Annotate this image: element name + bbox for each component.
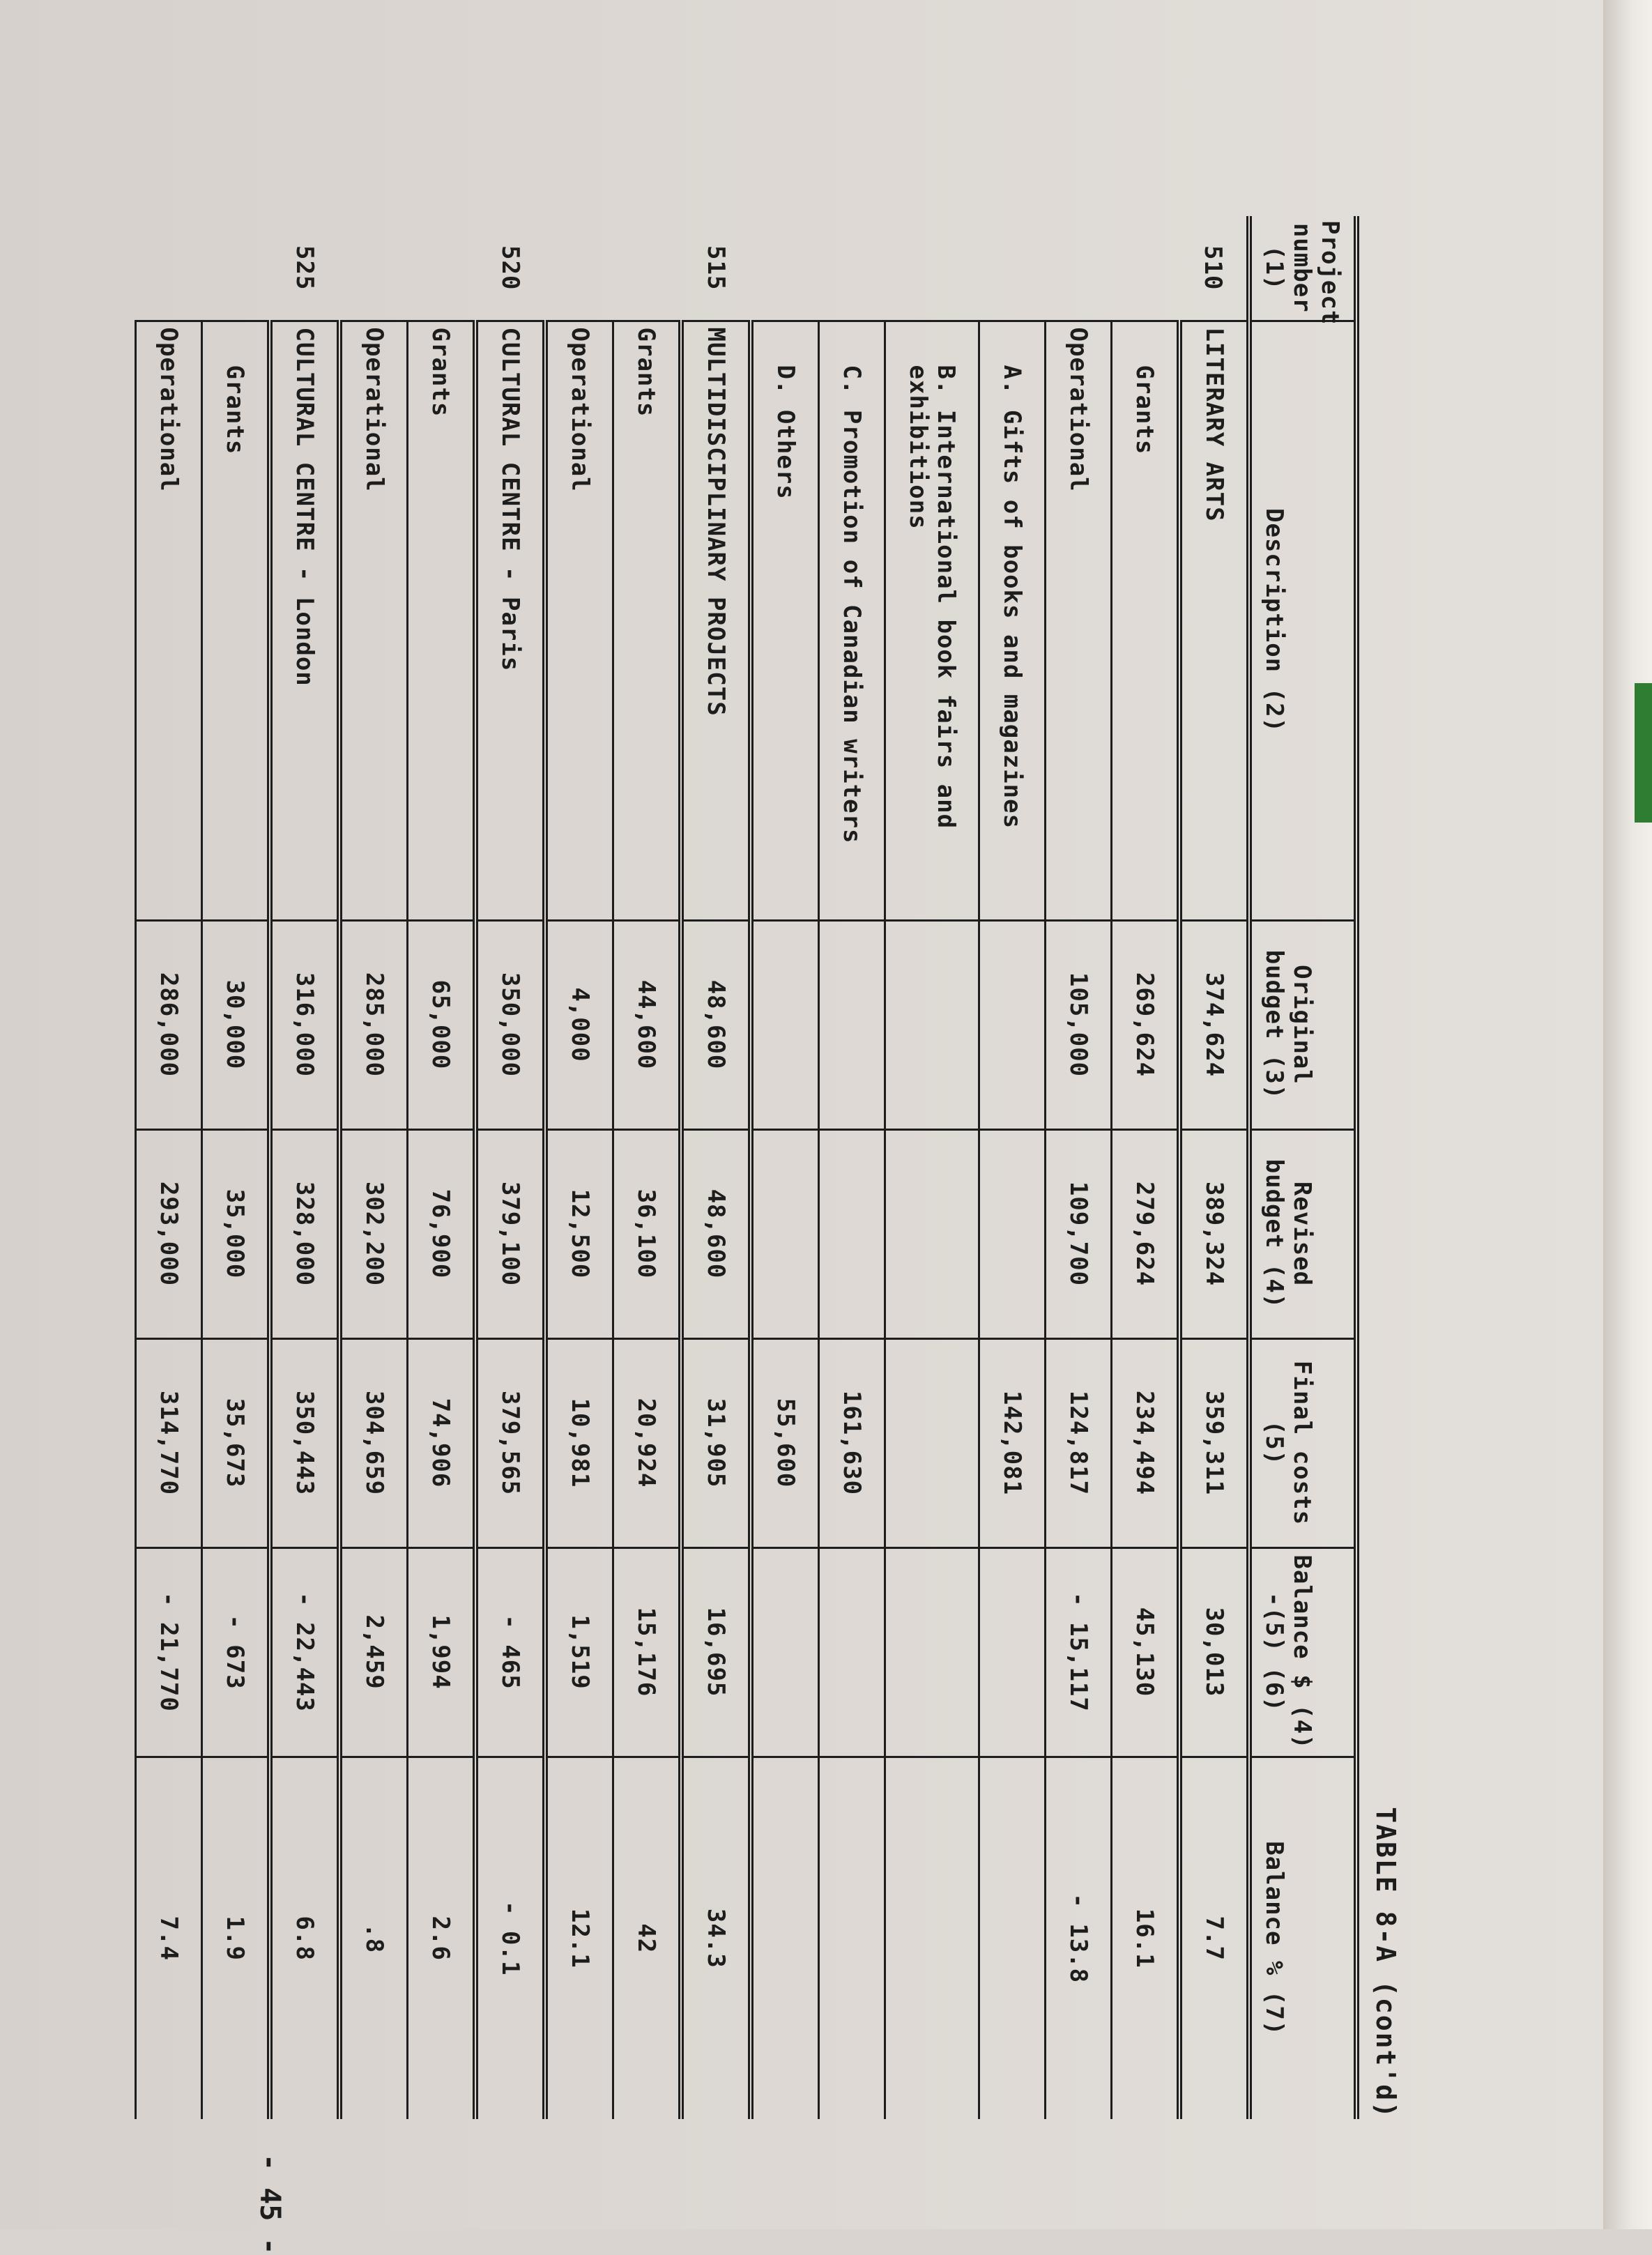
project-number: 520 <box>496 245 524 291</box>
original-budget <box>979 920 1046 1129</box>
balance-percent: - 13.8 <box>1046 1757 1112 2119</box>
project-number <box>339 216 408 321</box>
description: LITERARY ARTS <box>1179 321 1249 920</box>
table-row <box>979 216 1046 2119</box>
table-row <box>1179 216 1249 2119</box>
balance-dollar: - 15,117 <box>1046 1547 1112 1757</box>
project-number <box>885 216 979 321</box>
final-costs: 20,924 <box>613 1338 682 1547</box>
original-budget: 65,000 <box>408 920 476 1129</box>
revised-budget: 328,000 <box>270 1129 339 1338</box>
balance-percent: 7.7 <box>1179 1757 1249 2119</box>
original-budget: 316,000 <box>270 920 339 1129</box>
project-number <box>408 216 476 321</box>
header-revised-budget: Revised budget (4) <box>1249 1129 1356 1338</box>
project-number <box>819 216 885 321</box>
balance-dollar: 30,013 <box>1179 1547 1249 1757</box>
balance-percent <box>751 1757 819 2119</box>
project-number <box>136 216 202 321</box>
revised-budget: 379,100 <box>475 1129 545 1338</box>
balance-percent: 7.4 <box>136 1757 202 2119</box>
balance-percent: .8 <box>339 1757 408 2119</box>
original-budget: 374,624 <box>1179 920 1249 1129</box>
balance-percent: 6.8 <box>270 1757 339 2119</box>
final-costs: 74,906 <box>408 1338 476 1547</box>
header-description: Description (2) <box>1249 321 1356 920</box>
balance-dollar: - 673 <box>202 1547 270 1757</box>
original-budget: 269,624 <box>1112 920 1180 1129</box>
project-number <box>979 216 1046 321</box>
project-number: 510 <box>1199 245 1227 291</box>
final-costs: 304,659 <box>339 1338 408 1547</box>
balance-dollar: - 22,443 <box>270 1547 339 1757</box>
project-number <box>202 216 270 321</box>
table-row <box>1046 216 1112 2119</box>
original-budget: 44,600 <box>613 920 682 1129</box>
original-budget: 30,000 <box>202 920 270 1129</box>
balance-dollar: - 21,770 <box>136 1547 202 1757</box>
budget-table <box>135 216 1359 2119</box>
description: A. Gifts of books and magazines <box>979 321 1046 920</box>
final-costs: 234,494 <box>1112 1338 1180 1547</box>
final-costs: 161,630 <box>819 1338 885 1547</box>
description: Operational <box>339 321 408 920</box>
header-row <box>1249 216 1356 2119</box>
table-row <box>408 216 476 2119</box>
balance-dollar <box>751 1547 819 1757</box>
table-row <box>545 216 613 2119</box>
balance-percent <box>979 1757 1046 2119</box>
revised-budget <box>885 1129 979 1338</box>
balance-dollar: 45,130 <box>1112 1547 1180 1757</box>
final-costs: 350,443 <box>270 1338 339 1547</box>
original-budget <box>751 920 819 1129</box>
balance-dollar: 1,519 <box>545 1547 613 1757</box>
project-number <box>545 216 613 321</box>
balance-dollar: 2,459 <box>339 1547 408 1757</box>
table-title: TABLE 8-A (cont'd) <box>1370 1807 1401 2119</box>
revised-budget <box>979 1129 1046 1338</box>
balance-percent: 42 <box>613 1757 682 2119</box>
original-budget: 286,000 <box>136 920 202 1129</box>
balance-percent: - 0.1 <box>475 1757 545 2119</box>
original-budget: 4,000 <box>545 920 613 1129</box>
page-number: - 45 - <box>254 2154 286 2255</box>
original-budget: 350,000 <box>475 920 545 1129</box>
description: D. Others <box>751 321 819 920</box>
balance-dollar <box>819 1547 885 1757</box>
revised-budget: 35,000 <box>202 1129 270 1338</box>
revised-budget <box>819 1129 885 1338</box>
header-original-budget: Original budget (3) <box>1249 920 1356 1129</box>
description: Operational <box>545 321 613 920</box>
balance-dollar <box>979 1547 1046 1757</box>
description: Operational <box>136 321 202 920</box>
original-budget <box>885 920 979 1129</box>
green-tab-marker <box>1635 683 1652 823</box>
table-row <box>613 216 682 2119</box>
balance-dollar <box>885 1547 979 1757</box>
revised-budget <box>751 1129 819 1338</box>
balance-dollar: - 465 <box>475 1547 545 1757</box>
final-costs: 31,905 <box>681 1338 751 1547</box>
description: B. International book fairs and exhibitions <box>885 321 979 920</box>
table-row <box>202 216 270 2119</box>
table-row <box>339 216 408 2119</box>
balance-dollar: 16,695 <box>681 1547 751 1757</box>
header-balance-dollar: Balance $ (4) -(5) (6) <box>1249 1547 1356 1757</box>
description: C. Promotion of Canadian writers <box>819 321 885 920</box>
final-costs: 10,981 <box>545 1338 613 1547</box>
description: Operational <box>1046 321 1112 920</box>
rotated-table-page <box>155 209 1401 2255</box>
balance-percent: 34.3 <box>681 1757 751 2119</box>
description: MULTIDISCIPLINARY PROJECTS <box>681 321 751 920</box>
project-number: 515 <box>702 245 730 291</box>
original-budget <box>819 920 885 1129</box>
balance-dollar: 1,994 <box>408 1547 476 1757</box>
final-costs <box>885 1338 979 1547</box>
description: Grants <box>202 321 270 920</box>
header-balance-percent: Balance % (7) <box>1249 1757 1356 2119</box>
final-costs: 124,817 <box>1046 1338 1112 1547</box>
revised-budget: 48,600 <box>681 1129 751 1338</box>
balance-percent: 16.1 <box>1112 1757 1180 2119</box>
description: Grants <box>613 321 682 920</box>
revised-budget: 12,500 <box>545 1129 613 1338</box>
table-row <box>1112 216 1180 2119</box>
final-costs: 314,770 <box>136 1338 202 1547</box>
header-project-number: Project number (1) <box>1249 216 1356 321</box>
project-number <box>1046 216 1112 321</box>
final-costs: 359,311 <box>1179 1338 1249 1547</box>
balance-percent: 1.9 <box>202 1757 270 2119</box>
table-row <box>885 216 979 2119</box>
revised-budget: 109,700 <box>1046 1129 1112 1338</box>
original-budget: 285,000 <box>339 920 408 1129</box>
final-costs: 35,673 <box>202 1338 270 1547</box>
project-number <box>613 216 682 321</box>
original-budget: 48,600 <box>681 920 751 1129</box>
balance-percent <box>885 1757 979 2119</box>
balance-percent: 12.1 <box>545 1757 613 2119</box>
revised-budget: 302,200 <box>339 1129 408 1338</box>
original-budget: 105,000 <box>1046 920 1112 1129</box>
final-costs: 379,565 <box>475 1338 545 1547</box>
final-costs: 55,600 <box>751 1338 819 1547</box>
description: Grants <box>408 321 476 920</box>
revised-budget: 279,624 <box>1112 1129 1180 1338</box>
page-edge <box>1603 0 1652 2229</box>
balance-percent <box>819 1757 885 2119</box>
project-number: 525 <box>291 245 319 291</box>
table-row <box>681 216 751 2119</box>
table-row <box>819 216 885 2119</box>
revised-budget: 36,100 <box>613 1129 682 1338</box>
description: CULTURAL CENTRE - Paris <box>475 321 545 920</box>
description: Grants <box>1112 321 1180 920</box>
final-costs: 142,081 <box>979 1338 1046 1547</box>
balance-percent: 2.6 <box>408 1757 476 2119</box>
balance-dollar: 15,176 <box>613 1547 682 1757</box>
description: CULTURAL CENTRE - London <box>270 321 339 920</box>
table-row <box>136 216 202 2119</box>
table-row <box>270 216 339 2119</box>
revised-budget: 389,324 <box>1179 1129 1249 1338</box>
table-row <box>475 216 545 2119</box>
project-number <box>1112 216 1180 321</box>
project-number <box>751 216 819 321</box>
table-row <box>751 216 819 2119</box>
header-final-costs: Final costs (5) <box>1249 1338 1356 1547</box>
revised-budget: 293,000 <box>136 1129 202 1338</box>
revised-budget: 76,900 <box>408 1129 476 1338</box>
